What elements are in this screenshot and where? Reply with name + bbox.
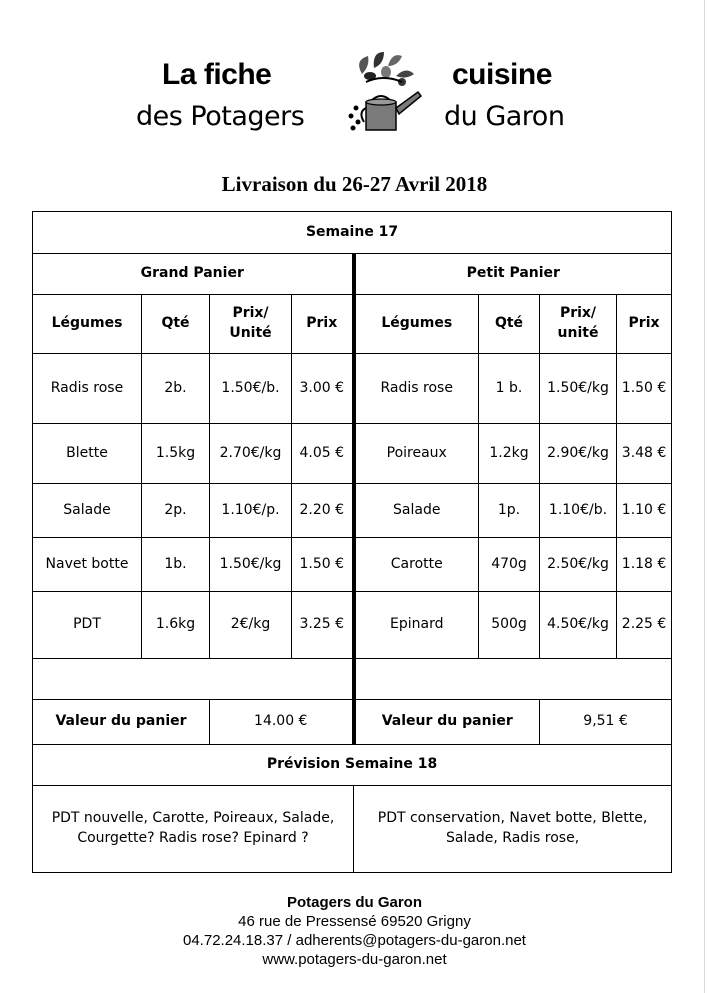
grand-col-legumes: Légumes [33, 295, 142, 354]
grand-qte: 1b. [142, 538, 210, 592]
petit-prix-unite: 1.50€/kg [540, 354, 617, 424]
forecast-heading: Prévision Semaine 18 [33, 745, 672, 786]
petit-prix-unite: 2.90€/kg [540, 424, 617, 484]
title-line1-left: La fiche [162, 58, 272, 91]
footer [0, 893, 709, 969]
grand-empty-cell [33, 659, 354, 700]
petit-prix: 1.10 € [617, 484, 672, 538]
grand-col-qte: Qté [142, 295, 210, 354]
petit-qte: 500g [479, 592, 540, 659]
grand-prix-unite: 2.70€/kg [210, 424, 292, 484]
page-edge [704, 0, 705, 993]
petit-prix-unite: 1.10€/b. [540, 484, 617, 538]
petit-qte: 1 b. [479, 354, 540, 424]
grand-legume: Blette [33, 424, 142, 484]
petit-col-legumes: Légumes [354, 295, 479, 354]
grand-legume: Navet botte [33, 538, 142, 592]
forecast-row [33, 786, 672, 873]
forecast-grand: PDT nouvelle, Carotte, Poireaux, Salade, Courgette? Radis rose? Epinard ? [33, 786, 354, 873]
grand-prix-unite: 1.50€/kg [210, 538, 292, 592]
grand-prix-unite: 2€/kg [210, 592, 292, 659]
petit-legume: Radis rose [354, 354, 479, 424]
petit-legume: Carotte [354, 538, 479, 592]
petit-prix: 1.18 € [617, 538, 672, 592]
grand-prix: 4.05 € [292, 424, 354, 484]
column-header-row [33, 295, 672, 354]
table-row [33, 538, 672, 592]
grand-qte: 2p. [142, 484, 210, 538]
grand-total-label: Valeur du panier [33, 700, 210, 745]
petit-panier-title: Petit Panier [354, 254, 672, 295]
petit-col-prix-unite: Prix/ unité [540, 295, 617, 354]
grand-prix-unite: 1.10€/p. [210, 484, 292, 538]
petit-col-prix: Prix [617, 295, 672, 354]
table-row [33, 592, 672, 659]
grand-qte: 1.5kg [142, 424, 210, 484]
petit-prix: 2.25 € [617, 592, 672, 659]
footer-website: www.potagers-du-garon.net [262, 951, 447, 968]
table-row [33, 424, 672, 484]
grand-prix: 3.00 € [292, 354, 354, 424]
grand-qte: 2b. [142, 354, 210, 424]
petit-qte: 470g [479, 538, 540, 592]
petit-legume: Epinard [354, 592, 479, 659]
grand-legume: PDT [33, 592, 142, 659]
basket-table [32, 211, 672, 873]
table-row [33, 484, 672, 538]
empty-row [33, 659, 672, 700]
delivery-subtitle: Livraison du 26-27 Avril 2018 [221, 172, 488, 196]
petit-prix: 3.48 € [617, 424, 672, 484]
petit-qte: 1p. [479, 484, 540, 538]
footer-address: 46 rue de Pressensé 69520 Grigny [238, 913, 471, 930]
grand-prix: 3.25 € [292, 592, 354, 659]
total-row [33, 700, 672, 745]
title-line1-right: cuisine [452, 58, 552, 91]
grand-col-prix: Prix [292, 295, 354, 354]
grand-prix: 1.50 € [292, 538, 354, 592]
title-line2-right: du Garon [444, 101, 565, 132]
title-line2-left: des Potagers [136, 101, 305, 132]
watering-can-with-vegetables-icon [344, 46, 424, 138]
petit-total-label: Valeur du panier [354, 700, 540, 745]
petit-prix-unite: 2.50€/kg [540, 538, 617, 592]
grand-prix-unite: 1.50€/b. [210, 354, 292, 424]
petit-qte: 1.2kg [479, 424, 540, 484]
petit-empty-cell [354, 659, 672, 700]
petit-prix-unite: 4.50€/kg [540, 592, 617, 659]
petit-legume: Salade [354, 484, 479, 538]
petit-prix: 1.50 € [617, 354, 672, 424]
week-heading: Semaine 17 [33, 212, 672, 254]
grand-prix: 2.20 € [292, 484, 354, 538]
grand-legume: Salade [33, 484, 142, 538]
footer-contact: 04.72.24.18.37 / adherents@potagers-du-garon.net [183, 932, 526, 949]
footer-org: Potagers du Garon [286, 894, 423, 911]
petit-total-value: 9,51 € [540, 700, 672, 745]
grand-total-value: 14.00 € [210, 700, 354, 745]
forecast-petit: PDT conservation, Navet botte, Blette, Salade, Radis rose, [354, 786, 672, 873]
petit-legume: Poireaux [354, 424, 479, 484]
petit-col-qte: Qté [479, 295, 540, 354]
grand-legume: Radis rose [33, 354, 142, 424]
table-row [33, 354, 672, 424]
grand-col-prix-unite: Prix/ Unité [210, 295, 292, 354]
grand-qte: 1.6kg [142, 592, 210, 659]
grand-panier-title: Grand Panier [33, 254, 354, 295]
